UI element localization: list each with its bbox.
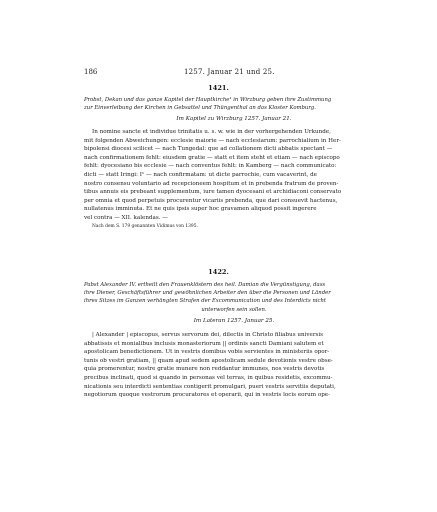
summary-line: ihres Sitzes im Ganzen verhängten Strafen der Excommunication und des Interdicts nicht [84, 298, 327, 305]
document-body-1422 [84, 331, 384, 400]
document-summary-1422 [84, 281, 384, 314]
summary-line: zur Einverleibung der Kirchen in Gebsattel und Thüngenthal an das Kloster Komburg. [84, 105, 316, 112]
body-line: apostolicam benedictionem. Ut in vestris domibus vobis servientes in ministeriis opor- [84, 349, 330, 356]
body-line: | Alexander | episcopus, servus servorum dei, dilectis in Christo filiabus universis [92, 332, 324, 338]
document-number-1422: 1422. [208, 268, 229, 276]
body-line: per omnia et quod perpetuis procurentur vicariis prebenda, que dari consuevit hactenus, [84, 197, 338, 204]
summary-line: ihre Diener, Geschäftsführer und gewöhnlichen Arbeiter den über die Personen und Länder [84, 290, 331, 297]
body-line: dicti — statt Iringi: I¹ — nach confirmatam: ut dicte parrochie, cum vacaverint, de [84, 171, 317, 178]
body-line: negotiorum quoque vestrorum procuratores et operarii, qui in vestris locis eorum ope- [84, 392, 330, 399]
body-line: quia promerentur, nostre gratie munere non reddantur immunes, nos vestris devotis [84, 366, 325, 373]
body-line: nicationis seu interdicti sententias contigerit promulgari, pueri vestris servitiis deputati, [84, 383, 336, 390]
document-place-date-1422: Im Lateran 1257. Januar 25. [193, 318, 275, 324]
body-line: nostro consensu voluntario ad recepcioneem hospitum et in prebenda fratrum de proven- [84, 180, 339, 187]
body-line: abbatissis et monialibus inclusis monasteriorum || ordinis sancti Damiani salutem et [84, 340, 324, 347]
running-header [84, 68, 387, 78]
footnote-1421: Nach dem S. 179 genannten Vidimus von 1395. [92, 224, 198, 229]
body-line: In nomine sancte et individue trinitatis u. s. w. wie in der vorhergehenden Urkunde, [92, 129, 331, 135]
document-summary-1421 [84, 96, 384, 112]
body-line: precibus inclinati, quod si quando in personas vel terras, in quibus residetis, excommu- [84, 374, 333, 381]
document-body-1421 [84, 128, 384, 223]
body-line: fehlt: dyocesiano bis ecclesie — nach conventus fehlt: in Kamberg — nach communicato: [84, 163, 337, 170]
body-line: vel contra — XII. kalendas. — [84, 214, 168, 221]
document-place-date-1421: Im Kapitel zu Wirzburg 1257. Januar 21. [176, 116, 292, 122]
body-line: tunis ob vestri gratiam, || quam apud sedem apostolicam sedule devotionis vestre obse- [84, 357, 333, 364]
body-line: bipolensi diocesi scilicet — nach Tungedal: que ad collationem dicti abbatis spectant — [84, 146, 333, 153]
running-title: 1257. Januar 21 und 25. [184, 68, 275, 76]
summary-line: Pabst Alexander IV. ertheilt den Frauenklöstern des heil. Damian die Vergünstigung, dass [84, 282, 326, 288]
body-line: nach confirmationem fehlt: eiusdem gratie — statt et item steht et etiam — nach episcopo [84, 154, 340, 161]
body-line: mit folgenden Abweichungen: ecclesie maiorie — nach ecclesiarum: parrochialium in Her- [84, 137, 341, 144]
body-line: tibus annuis eis prebeant supplementum, iure tamen dyocesani et archidiaconi conservato [84, 189, 342, 196]
summary-line: unterworfen sein sollen. [201, 306, 267, 313]
document-number-1421: 1421. [208, 84, 229, 92]
body-line: nullatenus imminuta. Et ne quis ipsis super hoc gravamen aliquod possit ingerere [84, 206, 317, 213]
page-number: 186 [84, 68, 98, 76]
summary-line: Probst, Dekan und das ganze Kapitel der Hauptkirche¹ in Wirzburg geben ihre Zustimmung [84, 97, 332, 103]
